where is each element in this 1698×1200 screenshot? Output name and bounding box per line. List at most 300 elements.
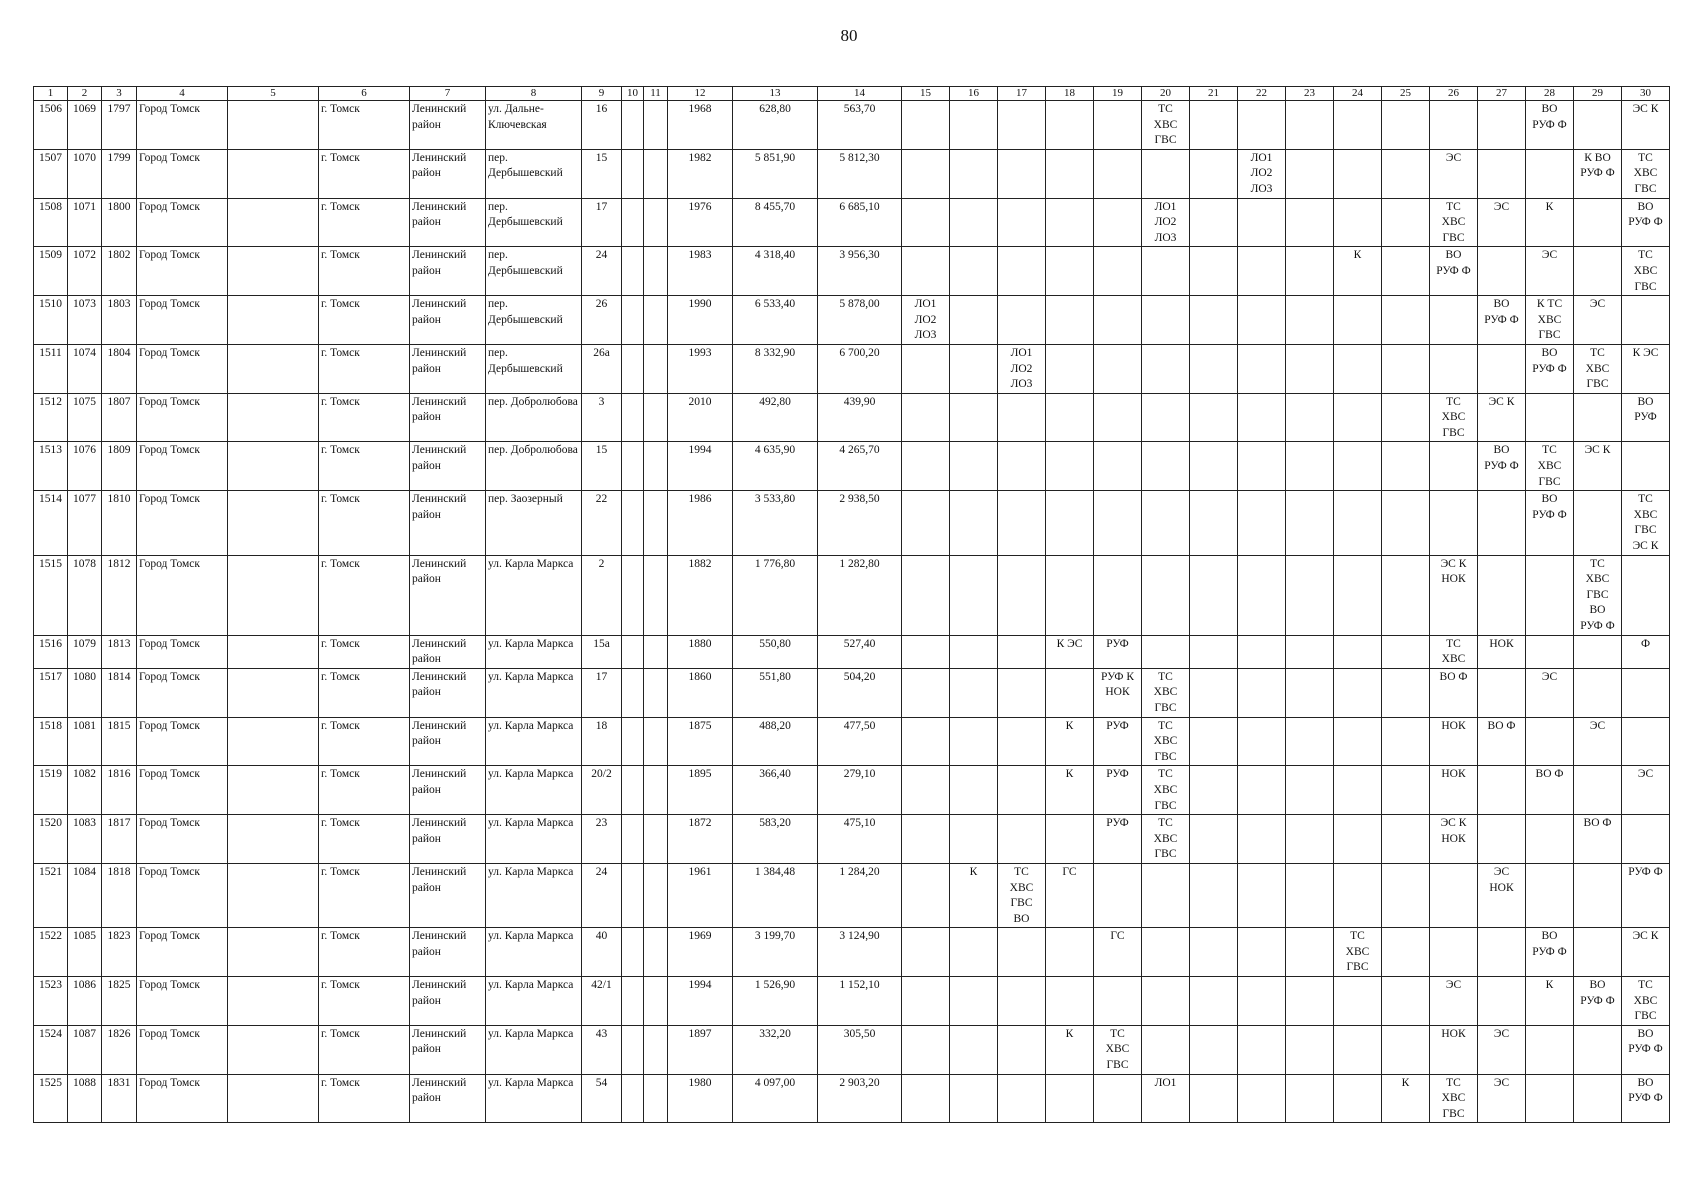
- table-cell: К: [1046, 766, 1094, 815]
- table-cell: [998, 766, 1046, 815]
- table-cell: 1969: [668, 928, 733, 977]
- table-cell: [998, 1025, 1046, 1074]
- table-cell: Ленинский район: [410, 296, 486, 345]
- table-cell: [950, 766, 998, 815]
- table-cell: [644, 344, 668, 393]
- table-cell: ВО РУФ Ф: [1526, 101, 1574, 150]
- table-cell: 1521: [34, 863, 68, 927]
- table-cell: Город Томск: [137, 635, 228, 668]
- table-cell: [1526, 1074, 1574, 1123]
- table-cell: [1526, 815, 1574, 864]
- table-cell: ЭС НОК: [1478, 863, 1526, 927]
- table-cell: 15: [582, 149, 622, 198]
- table-cell: [1094, 101, 1142, 150]
- table-cell: [1190, 247, 1238, 296]
- table-cell: Ф: [1622, 635, 1670, 668]
- table-cell: ЛО1 ЛО2 ЛО3: [1238, 149, 1286, 198]
- table-cell: ВО РУФ Ф: [1430, 247, 1478, 296]
- table-cell: [998, 977, 1046, 1026]
- column-number-cell: 14: [818, 87, 902, 101]
- table-cell: [1286, 442, 1334, 491]
- table-cell: 23: [582, 815, 622, 864]
- table-cell: К ТС ХВС ГВС: [1526, 296, 1574, 345]
- table-cell: НОК: [1430, 1025, 1478, 1074]
- table-cell: ТС ХВС ГВС: [1334, 928, 1382, 977]
- table-cell: [1430, 344, 1478, 393]
- table-cell: [1190, 815, 1238, 864]
- table-cell: [902, 344, 950, 393]
- table-cell: Ленинский район: [410, 1025, 486, 1074]
- table-cell: [1478, 491, 1526, 555]
- table-cell: [1142, 1025, 1190, 1074]
- table-cell: [998, 442, 1046, 491]
- table-cell: 1523: [34, 977, 68, 1026]
- table-cell: 332,20: [733, 1025, 818, 1074]
- table-cell: ЛО1 ЛО2 ЛО3: [1142, 198, 1190, 247]
- table-cell: ТС ХВС ГВС: [1430, 393, 1478, 442]
- table-cell: ЭС К: [1574, 442, 1622, 491]
- table-cell: ул. Карла Маркса: [486, 815, 582, 864]
- table-cell: 1078: [68, 555, 102, 635]
- table-cell: ВО РУФ Ф: [1622, 198, 1670, 247]
- table-cell: [902, 766, 950, 815]
- table-cell: [1046, 815, 1094, 864]
- table-cell: [1334, 1074, 1382, 1123]
- table-cell: 1520: [34, 815, 68, 864]
- table-cell: [1190, 491, 1238, 555]
- table-cell: 3 533,80: [733, 491, 818, 555]
- table-cell: [1190, 863, 1238, 927]
- table-cell: 4 265,70: [818, 442, 902, 491]
- table-row: [34, 344, 1670, 393]
- table-cell: ВО РУФ Ф: [1526, 344, 1574, 393]
- table-cell: [1094, 555, 1142, 635]
- table-cell: Ленинский район: [410, 344, 486, 393]
- table-cell: 2: [582, 555, 622, 635]
- table-cell: ул. Дальне-Ключевская: [486, 101, 582, 150]
- table-cell: [644, 766, 668, 815]
- table-row: [34, 1025, 1670, 1074]
- table-cell: [1142, 149, 1190, 198]
- table-cell: [622, 1074, 644, 1123]
- table-cell: [228, 247, 319, 296]
- table-cell: [1430, 296, 1478, 345]
- table-cell: 1816: [102, 766, 137, 815]
- table-cell: 1880: [668, 635, 733, 668]
- table-cell: ЭС: [1622, 766, 1670, 815]
- table-cell: 563,70: [818, 101, 902, 150]
- table-cell: [1046, 296, 1094, 345]
- table-cell: ТС ХВС ГВС ВО: [998, 863, 1046, 927]
- table-cell: Ленинский район: [410, 149, 486, 198]
- table-cell: ТС ХВС ГВС: [1622, 149, 1670, 198]
- table-cell: [1142, 344, 1190, 393]
- table-cell: [1238, 977, 1286, 1026]
- table-cell: [1238, 766, 1286, 815]
- table-cell: [950, 296, 998, 345]
- table-cell: [902, 668, 950, 717]
- table-cell: [228, 149, 319, 198]
- table-cell: Ленинский район: [410, 815, 486, 864]
- column-number-cell: 8: [486, 87, 582, 101]
- table-cell: [998, 668, 1046, 717]
- table-cell: [1094, 977, 1142, 1026]
- table-cell: [1190, 977, 1238, 1026]
- table-row: [34, 101, 1670, 150]
- table-cell: [1382, 101, 1430, 150]
- table-cell: [1526, 635, 1574, 668]
- table-cell: 4 635,90: [733, 442, 818, 491]
- column-number-cell: 4: [137, 87, 228, 101]
- table-cell: г. Томск: [319, 766, 410, 815]
- table-cell: РУФ: [1094, 717, 1142, 766]
- table-cell: [1574, 491, 1622, 555]
- table-cell: Ленинский район: [410, 247, 486, 296]
- table-cell: [622, 635, 644, 668]
- table-cell: Город Томск: [137, 815, 228, 864]
- table-cell: 1802: [102, 247, 137, 296]
- table-cell: 1080: [68, 668, 102, 717]
- table-cell: [622, 393, 644, 442]
- table-cell: Ленинский район: [410, 668, 486, 717]
- table-cell: [1526, 717, 1574, 766]
- table-cell: [644, 863, 668, 927]
- table-cell: [1622, 296, 1670, 345]
- table-cell: [1046, 977, 1094, 1026]
- table-cell: 1517: [34, 668, 68, 717]
- table-cell: Ленинский район: [410, 928, 486, 977]
- table-cell: [998, 491, 1046, 555]
- table-cell: 1993: [668, 344, 733, 393]
- column-number-cell: 26: [1430, 87, 1478, 101]
- table-cell: 26а: [582, 344, 622, 393]
- table-cell: 1823: [102, 928, 137, 977]
- table-cell: [902, 928, 950, 977]
- table-cell: [622, 101, 644, 150]
- table-cell: [950, 977, 998, 1026]
- table-cell: К ЭС: [1046, 635, 1094, 668]
- table-cell: 2010: [668, 393, 733, 442]
- table-cell: [1526, 863, 1574, 927]
- table-cell: [1334, 101, 1382, 150]
- table-cell: ТС ХВС ГВС: [1142, 766, 1190, 815]
- table-cell: [1478, 149, 1526, 198]
- column-number-cell: 2: [68, 87, 102, 101]
- table-cell: [1478, 668, 1526, 717]
- table-cell: [1046, 491, 1094, 555]
- table-cell: ул. Карла Маркса: [486, 668, 582, 717]
- table-cell: [950, 247, 998, 296]
- table-cell: 1983: [668, 247, 733, 296]
- table-cell: [950, 1025, 998, 1074]
- table-cell: [1286, 717, 1334, 766]
- table-cell: [228, 717, 319, 766]
- table-cell: [1046, 149, 1094, 198]
- table-cell: Город Томск: [137, 296, 228, 345]
- table-cell: 1079: [68, 635, 102, 668]
- table-cell: [1190, 635, 1238, 668]
- table-cell: пер. Дербышевский: [486, 344, 582, 393]
- table-cell: 1818: [102, 863, 137, 927]
- table-cell: Город Томск: [137, 1074, 228, 1123]
- column-number-cell: 21: [1190, 87, 1238, 101]
- table-cell: [1622, 815, 1670, 864]
- table-cell: ул. Карла Маркса: [486, 766, 582, 815]
- table-cell: [950, 635, 998, 668]
- table-cell: 1980: [668, 1074, 733, 1123]
- table-cell: [228, 344, 319, 393]
- table-cell: [1046, 668, 1094, 717]
- table-cell: [1334, 198, 1382, 247]
- column-number-cell: 9: [582, 87, 622, 101]
- table-cell: 1071: [68, 198, 102, 247]
- table-cell: [1334, 442, 1382, 491]
- table-cell: [902, 977, 950, 1026]
- table-cell: [644, 635, 668, 668]
- table-cell: 5 878,00: [818, 296, 902, 345]
- table-row: [34, 717, 1670, 766]
- table-cell: 1519: [34, 766, 68, 815]
- table-cell: РУФ: [1094, 815, 1142, 864]
- table-cell: К: [1046, 1025, 1094, 1074]
- table-cell: ЛО1: [1142, 1074, 1190, 1123]
- table-cell: г. Томск: [319, 491, 410, 555]
- table-cell: [1238, 717, 1286, 766]
- table-cell: [1382, 555, 1430, 635]
- table-cell: ул. Карла Маркса: [486, 1074, 582, 1123]
- table-cell: [1094, 149, 1142, 198]
- table-cell: ул. Карла Маркса: [486, 863, 582, 927]
- table-cell: [1094, 442, 1142, 491]
- table-cell: [228, 1074, 319, 1123]
- table-cell: г. Томск: [319, 442, 410, 491]
- table-cell: 1514: [34, 491, 68, 555]
- table-cell: [622, 296, 644, 345]
- table-cell: 22: [582, 491, 622, 555]
- table-cell: ЭС: [1478, 1025, 1526, 1074]
- table-cell: ВО РУФ Ф: [1526, 928, 1574, 977]
- table-cell: 1968: [668, 101, 733, 150]
- table-cell: 1 384,48: [733, 863, 818, 927]
- column-number-cell: 7: [410, 87, 486, 101]
- table-cell: 1812: [102, 555, 137, 635]
- table-cell: [1526, 149, 1574, 198]
- table-cell: 1085: [68, 928, 102, 977]
- table-cell: [644, 442, 668, 491]
- table-cell: [1046, 555, 1094, 635]
- table-cell: [228, 198, 319, 247]
- table-cell: [1094, 1074, 1142, 1123]
- table-cell: ТС ХВС ГВС: [1142, 815, 1190, 864]
- table-cell: ул. Карла Маркса: [486, 555, 582, 635]
- table-cell: ЭС К НОК: [1430, 555, 1478, 635]
- table-cell: [1286, 393, 1334, 442]
- table-cell: [228, 491, 319, 555]
- table-cell: [1382, 296, 1430, 345]
- table-cell: Город Томск: [137, 668, 228, 717]
- table-cell: [902, 149, 950, 198]
- table-cell: [644, 393, 668, 442]
- column-number-cell: 15: [902, 87, 950, 101]
- table-cell: [902, 247, 950, 296]
- column-number-cell: 16: [950, 87, 998, 101]
- table-cell: [1286, 766, 1334, 815]
- table-cell: Ленинский район: [410, 766, 486, 815]
- table-cell: 26: [582, 296, 622, 345]
- table-cell: [228, 393, 319, 442]
- page-number: 80: [840, 26, 858, 45]
- table-cell: [1334, 815, 1382, 864]
- table-cell: ул. Карла Маркса: [486, 977, 582, 1026]
- table-cell: 18: [582, 717, 622, 766]
- table-cell: [998, 555, 1046, 635]
- table-cell: 5 812,30: [818, 149, 902, 198]
- column-number-cell: 10: [622, 87, 644, 101]
- table-cell: [1238, 393, 1286, 442]
- column-number-cell: 3: [102, 87, 137, 101]
- table-cell: ВО РУФ Ф: [1622, 1074, 1670, 1123]
- table-cell: 6 685,10: [818, 198, 902, 247]
- table-cell: [1238, 815, 1286, 864]
- table-row: [34, 928, 1670, 977]
- table-cell: [228, 863, 319, 927]
- table-cell: [1382, 149, 1430, 198]
- table-cell: [1190, 101, 1238, 150]
- table-cell: [1526, 1025, 1574, 1074]
- table-cell: К ВО РУФ Ф: [1574, 149, 1622, 198]
- table-cell: [950, 198, 998, 247]
- table-cell: [1094, 198, 1142, 247]
- table-cell: [1478, 344, 1526, 393]
- table-cell: [1622, 442, 1670, 491]
- table-cell: [228, 296, 319, 345]
- table-cell: 1081: [68, 717, 102, 766]
- table-cell: [622, 344, 644, 393]
- table-cell: [1286, 198, 1334, 247]
- table-cell: [902, 442, 950, 491]
- table-cell: 1507: [34, 149, 68, 198]
- table-cell: пер. Дербышевский: [486, 198, 582, 247]
- table-cell: [1094, 247, 1142, 296]
- table-cell: ул. Карла Маркса: [486, 717, 582, 766]
- table-cell: 1982: [668, 149, 733, 198]
- table-cell: НОК: [1430, 717, 1478, 766]
- table-cell: [622, 149, 644, 198]
- table-cell: Ленинский район: [410, 393, 486, 442]
- table-cell: ВО РУФ Ф: [1478, 296, 1526, 345]
- table-cell: ВО РУФ: [1622, 393, 1670, 442]
- table-cell: ВО Ф: [1526, 766, 1574, 815]
- table-cell: Город Томск: [137, 442, 228, 491]
- column-number-cell: 27: [1478, 87, 1526, 101]
- table-cell: [1334, 977, 1382, 1026]
- column-number-cell: 18: [1046, 87, 1094, 101]
- table-row: [34, 668, 1670, 717]
- table-cell: 1875: [668, 717, 733, 766]
- table-cell: [1238, 491, 1286, 555]
- table-cell: ВО Ф: [1574, 815, 1622, 864]
- table-cell: [1334, 491, 1382, 555]
- table-cell: 1976: [668, 198, 733, 247]
- table-cell: [1478, 928, 1526, 977]
- table-cell: 1508: [34, 198, 68, 247]
- table-cell: 20/2: [582, 766, 622, 815]
- table-cell: Ленинский район: [410, 635, 486, 668]
- table-cell: 1882: [668, 555, 733, 635]
- table-cell: ЭС: [1574, 296, 1622, 345]
- table-cell: 1522: [34, 928, 68, 977]
- table-cell: 1803: [102, 296, 137, 345]
- table-cell: ТС ХВС ГВС: [1622, 247, 1670, 296]
- column-number-cell: 11: [644, 87, 668, 101]
- table-cell: [1142, 635, 1190, 668]
- table-cell: 1814: [102, 668, 137, 717]
- table-cell: [950, 491, 998, 555]
- table-cell: 3: [582, 393, 622, 442]
- table-cell: [1190, 296, 1238, 345]
- table-cell: 1083: [68, 815, 102, 864]
- table-cell: ЭС: [1574, 717, 1622, 766]
- table-cell: 1516: [34, 635, 68, 668]
- table-cell: 1 152,10: [818, 977, 902, 1026]
- table-cell: г. Томск: [319, 1025, 410, 1074]
- table-cell: [1238, 198, 1286, 247]
- table-cell: ВО Ф: [1430, 668, 1478, 717]
- table-cell: [228, 101, 319, 150]
- table-cell: г. Томск: [319, 863, 410, 927]
- table-cell: 1897: [668, 1025, 733, 1074]
- table-cell: 1 526,90: [733, 977, 818, 1026]
- table-cell: [1286, 1074, 1334, 1123]
- table-cell: [1238, 101, 1286, 150]
- table-cell: [1238, 555, 1286, 635]
- column-number-cell: 19: [1094, 87, 1142, 101]
- table-cell: 2 903,20: [818, 1074, 902, 1123]
- table-cell: [1430, 442, 1478, 491]
- table-cell: 16: [582, 101, 622, 150]
- table-cell: 1518: [34, 717, 68, 766]
- table-cell: РУФ К НОК: [1094, 668, 1142, 717]
- table-cell: 8 332,90: [733, 344, 818, 393]
- table-cell: Ленинский район: [410, 977, 486, 1026]
- table-cell: [998, 393, 1046, 442]
- table-cell: [1334, 555, 1382, 635]
- table-cell: [644, 815, 668, 864]
- table-cell: 1509: [34, 247, 68, 296]
- table-row: [34, 149, 1670, 198]
- table-cell: Город Томск: [137, 863, 228, 927]
- table-cell: [1334, 1025, 1382, 1074]
- column-number-cell: 29: [1574, 87, 1622, 101]
- table-cell: 1 776,80: [733, 555, 818, 635]
- table-cell: [644, 198, 668, 247]
- table-cell: [1382, 247, 1430, 296]
- table-cell: 3 124,90: [818, 928, 902, 977]
- table-cell: ТС ХВС ГВС: [1622, 977, 1670, 1026]
- table-cell: 4 097,00: [733, 1074, 818, 1123]
- table-cell: [228, 635, 319, 668]
- table-cell: 1800: [102, 198, 137, 247]
- table-cell: 551,80: [733, 668, 818, 717]
- table-cell: [1286, 344, 1334, 393]
- table-cell: [1046, 247, 1094, 296]
- table-cell: [1382, 668, 1430, 717]
- table-cell: [1286, 247, 1334, 296]
- table-cell: 1872: [668, 815, 733, 864]
- table-cell: [1142, 247, 1190, 296]
- table-cell: ул. Карла Маркса: [486, 635, 582, 668]
- table-cell: 1797: [102, 101, 137, 150]
